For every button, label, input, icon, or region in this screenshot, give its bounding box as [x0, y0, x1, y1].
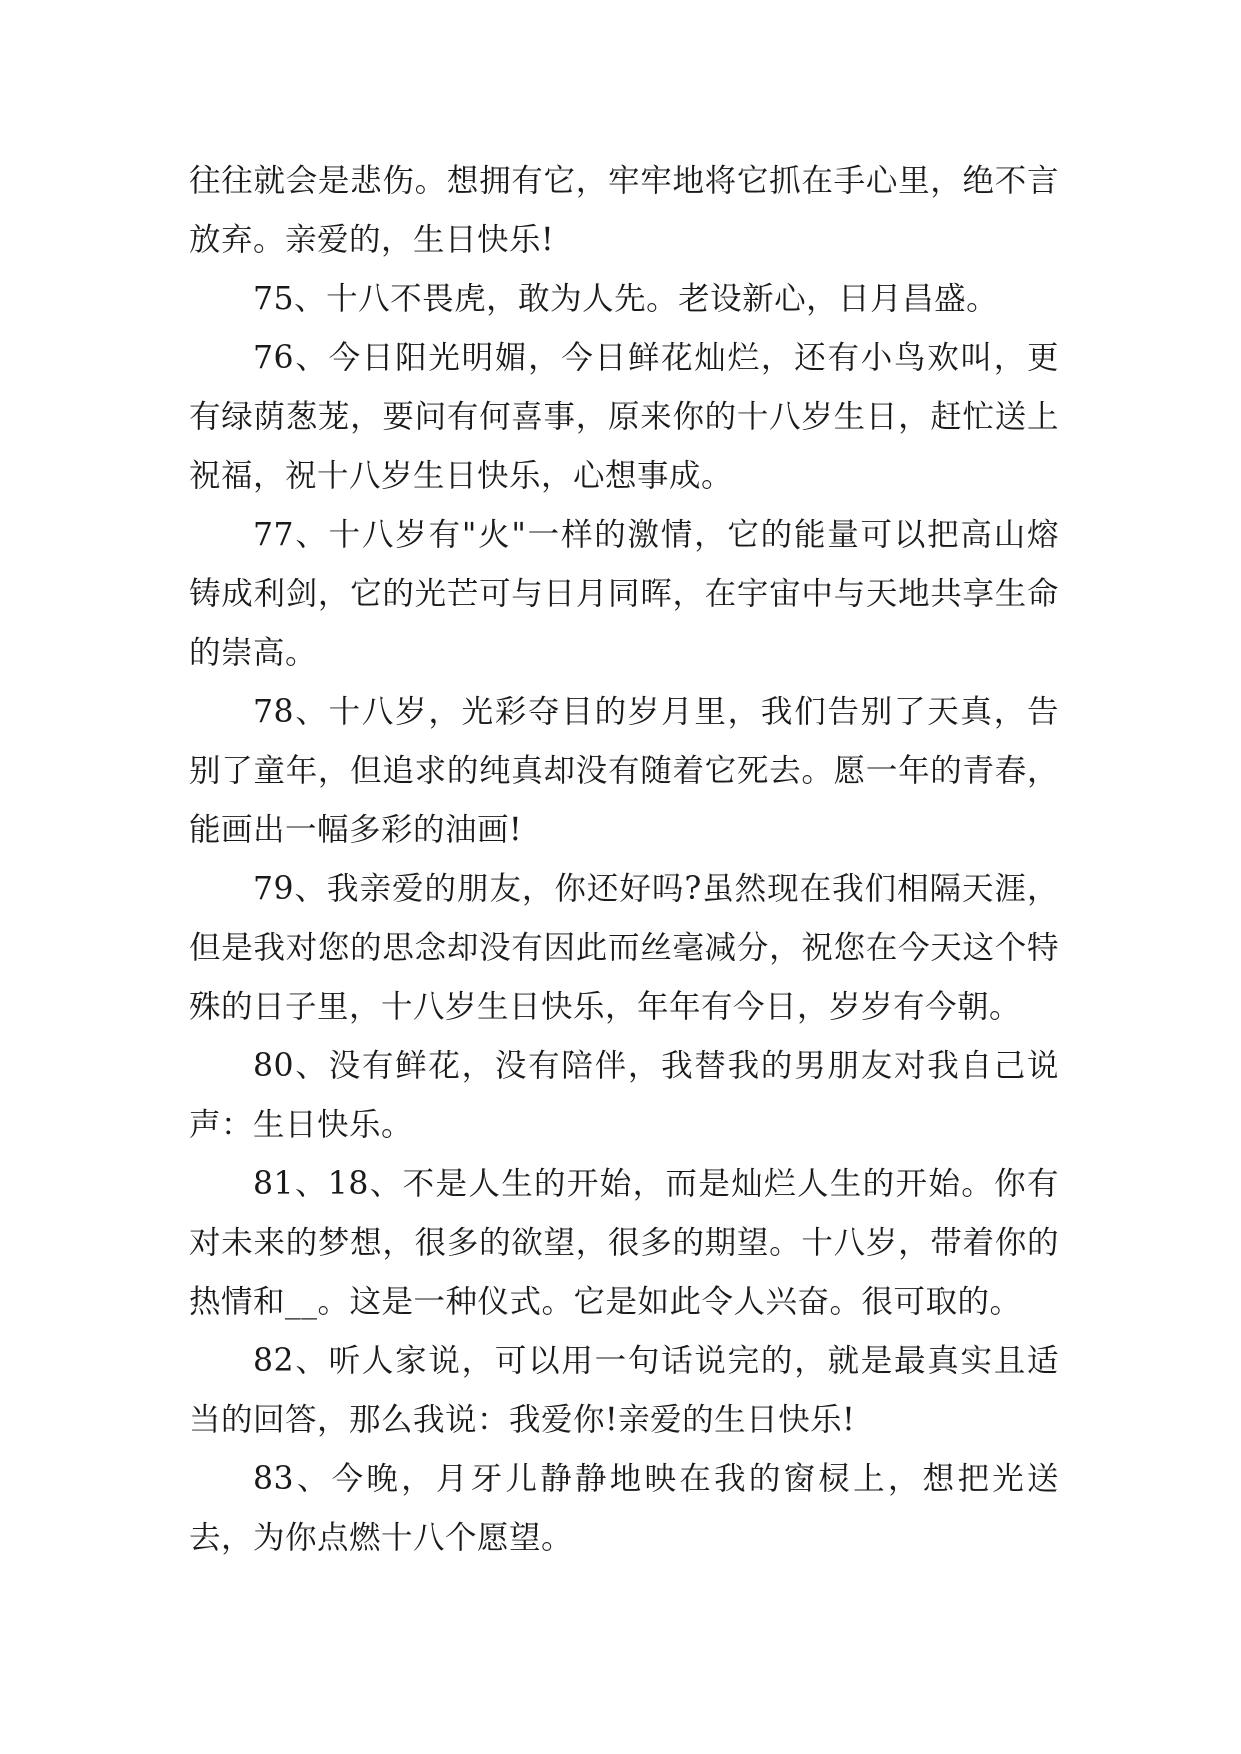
- paragraph-80: 80、没有鲜花，没有陪伴，我替我的男朋友对我自己说声：生日快乐。: [189, 1048, 1059, 1143]
- document-body: [189, 152, 1059, 1568]
- paragraph-83: 83、今晚，月牙儿静静地映在我的窗棂上，想把光送去，为你点燃十八个愿望。: [189, 1461, 1059, 1556]
- paragraph-81: 81、18、不是人生的开始，而是灿烂人生的开始。你有对未来的梦想，很多的欲望，很多的期望。十八岁，带着你的热情和__。这是一种仪式。它是如此令人兴奋。很可取的。: [189, 1166, 1059, 1320]
- paragraph-76: 76、今日阳光明媚，今日鲜花灿烂，还有小鸟欢叫，更有绿荫葱茏，要问有何喜事，原来你的十八岁生日，赶忙送上祝福，祝十八岁生日快乐，心想事成。: [189, 340, 1059, 494]
- paragraph-78: 78、十八岁，光彩夺目的岁月里，我们告别了天真，告别了童年，但追求的纯真却没有随着它死去。愿一年的青春，能画出一幅多彩的油画!: [189, 694, 1059, 848]
- paragraph-82: 82、听人家说，可以用一句话说完的，就是最真实且适当的回答，那么我说：我爱你!亲爱的生日快乐!: [189, 1343, 1059, 1438]
- paragraph-77: 77、十八岁有"火"一样的激情，它的能量可以把高山熔铸成利剑，它的光芒可与日月同晖，在宇宙中与天地共享生命的崇高。: [189, 517, 1059, 671]
- paragraph-continuation: 往往就会是悲伤。想拥有它，牢牢地将它抓在手心里，绝不言放弃。亲爱的，生日快乐!: [189, 163, 1059, 258]
- paragraph-75: 75、十八不畏虎，敢为人先。老设新心，日月昌盛。: [253, 281, 999, 317]
- paragraph-79: 79、我亲爱的朋友，你还好吗?虽然现在我们相隔天涯，但是我对您的思念却没有因此而丝毫减分，祝您在今天这个特殊的日子里，十八岁生日快乐，年年有今日，岁岁有今朝。: [189, 871, 1059, 1025]
